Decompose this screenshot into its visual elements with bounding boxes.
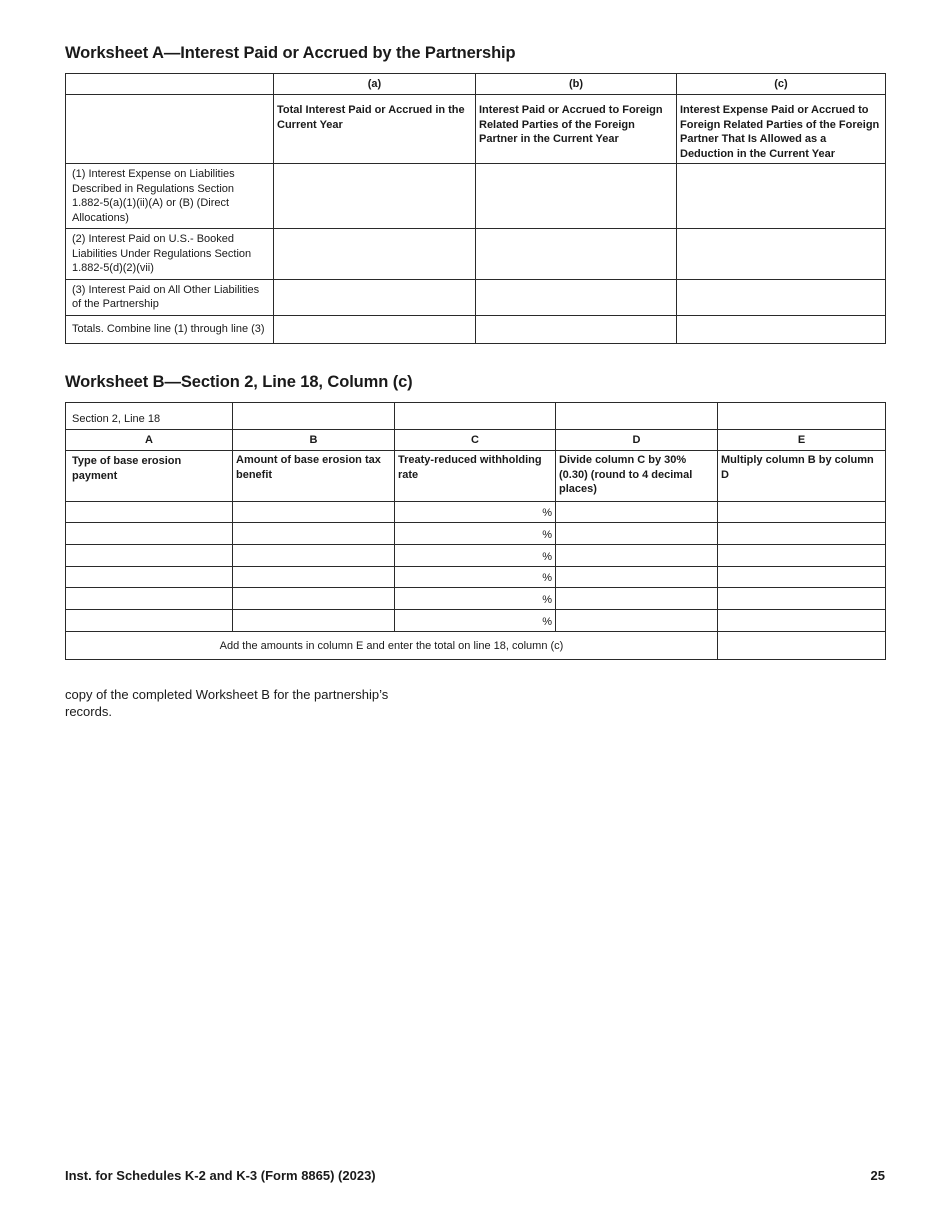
- row-label-totals: Totals. Combine line (1) through line (3): [66, 315, 274, 343]
- table-row: [66, 502, 886, 523]
- column-letter-c: (c): [677, 74, 886, 95]
- column-letter-e: E: [718, 430, 886, 451]
- table-row: [66, 545, 886, 567]
- entry-cell[interactable]: [66, 588, 233, 610]
- worksheet-a-letter-row: [66, 74, 886, 95]
- total-label: Add the amounts in column E and enter the total on line 18, column (c): [66, 632, 718, 660]
- worksheet-b-table: [65, 402, 886, 660]
- empty-cell: [556, 403, 718, 430]
- row-label-1: (1) Interest Expense on Liabilities Described in Regulations Section 1.882-5(a)(1)(ii)(A) or (B) (Direct Allocations): [66, 164, 274, 229]
- entry-cell[interactable]: [556, 523, 718, 545]
- table-row: [66, 523, 886, 545]
- worksheet-b-title: Worksheet B—Section 2, Line 18, Column (c): [65, 373, 413, 391]
- entry-cell[interactable]: [233, 523, 395, 545]
- entry-cell[interactable]: [233, 567, 395, 588]
- column-letter-b: (b): [476, 74, 677, 95]
- column-header-b: Amount of base erosion tax benefit: [233, 451, 395, 502]
- worksheet-a-row-2: [66, 229, 886, 279]
- entry-cell-total-c[interactable]: [677, 315, 886, 343]
- entry-cell-1b[interactable]: [476, 164, 677, 229]
- rate-cell[interactable]: %: [395, 567, 556, 588]
- entry-cell[interactable]: [556, 545, 718, 567]
- worksheet-b-section-row: [66, 403, 886, 430]
- empty-cell: [66, 74, 274, 95]
- empty-cell: [66, 95, 274, 164]
- entry-cell-3a[interactable]: [274, 279, 476, 315]
- row-label-3: (3) Interest Paid on All Other Liabilities of the Partnership: [66, 279, 274, 315]
- entry-cell[interactable]: [233, 502, 395, 523]
- column-letter-a: A: [66, 430, 233, 451]
- worksheet-a-row-1: [66, 164, 886, 229]
- empty-cell: [718, 403, 886, 430]
- table-row: [66, 610, 886, 632]
- rate-cell[interactable]: %: [395, 588, 556, 610]
- entry-cell[interactable]: [718, 523, 886, 545]
- column-header-a: Total Interest Paid or Accrued in the Current Year: [274, 95, 476, 164]
- worksheet-b-total-row: [66, 632, 886, 660]
- entry-cell[interactable]: [556, 567, 718, 588]
- column-header-a: Type of base erosion payment: [66, 451, 233, 502]
- entry-cell-3b[interactable]: [476, 279, 677, 315]
- entry-cell-3c[interactable]: [677, 279, 886, 315]
- entry-cell[interactable]: [233, 545, 395, 567]
- table-row: [66, 567, 886, 588]
- empty-cell: [233, 403, 395, 430]
- column-letter-d: D: [556, 430, 718, 451]
- column-header-b: Interest Paid or Accrued to Foreign Related Parties of the Foreign Partner in the Current Year: [476, 95, 677, 164]
- entry-cell-total-b[interactable]: [476, 315, 677, 343]
- entry-cell[interactable]: [718, 588, 886, 610]
- entry-cell[interactable]: [66, 610, 233, 632]
- entry-cell[interactable]: [556, 610, 718, 632]
- worksheet-b-letter-row: [66, 430, 886, 451]
- rate-cell[interactable]: %: [395, 610, 556, 632]
- column-letter-b: B: [233, 430, 395, 451]
- row-label-2: (2) Interest Paid on U.S.- Booked Liabilities Under Regulations Section 1.882-5(d)(2)(vii): [66, 229, 274, 279]
- entry-cell[interactable]: [718, 567, 886, 588]
- entry-cell[interactable]: [66, 502, 233, 523]
- worksheet-a-row-3: [66, 279, 886, 315]
- rate-cell[interactable]: %: [395, 545, 556, 567]
- entry-cell-2b[interactable]: [476, 229, 677, 279]
- worksheet-a-table: [65, 73, 886, 344]
- entry-cell-2c[interactable]: [677, 229, 886, 279]
- entry-cell[interactable]: [66, 523, 233, 545]
- note-text: copy of the completed Worksheet B for the partnership’s records.: [65, 687, 389, 719]
- entry-cell[interactable]: [233, 588, 395, 610]
- page-number: 25: [870, 1168, 885, 1183]
- total-entry-cell[interactable]: [718, 632, 886, 660]
- empty-cell: [395, 403, 556, 430]
- column-letter-c: C: [395, 430, 556, 451]
- entry-cell[interactable]: [718, 502, 886, 523]
- section-label: Section 2, Line 18: [66, 403, 233, 430]
- worksheet-a-totals-row: [66, 315, 886, 343]
- entry-cell-total-a[interactable]: [274, 315, 476, 343]
- rate-cell[interactable]: %: [395, 502, 556, 523]
- worksheet-b-header-row: [66, 451, 886, 502]
- rate-cell[interactable]: %: [395, 523, 556, 545]
- worksheet-a-title: Worksheet A—Interest Paid or Accrued by the Partnership: [65, 44, 516, 62]
- entry-cell-1a[interactable]: [274, 164, 476, 229]
- entry-cell[interactable]: [66, 545, 233, 567]
- footer-title: Inst. for Schedules K-2 and K-3 (Form 8865) (2023): [65, 1168, 376, 1183]
- column-header-c: Interest Expense Paid or Accrued to Foreign Related Parties of the Foreign Partner That Is Allowed as a Deduction in the Current Year: [677, 95, 886, 164]
- column-letter-a: (a): [274, 74, 476, 95]
- column-header-d: Divide column C by 30% (0.30) (round to 4 decimal places): [556, 451, 718, 502]
- entry-cell[interactable]: [66, 567, 233, 588]
- entry-cell[interactable]: [718, 610, 886, 632]
- entry-cell[interactable]: [233, 610, 395, 632]
- entry-cell-1c[interactable]: [677, 164, 886, 229]
- table-row: [66, 588, 886, 610]
- entry-cell-2a[interactable]: [274, 229, 476, 279]
- entry-cell[interactable]: [718, 545, 886, 567]
- worksheet-a-header-row: [66, 95, 886, 164]
- column-header-c: Treaty-reduced withholding rate: [395, 451, 556, 502]
- entry-cell[interactable]: [556, 502, 718, 523]
- column-header-e: Multiply column B by column D: [718, 451, 886, 502]
- entry-cell[interactable]: [556, 588, 718, 610]
